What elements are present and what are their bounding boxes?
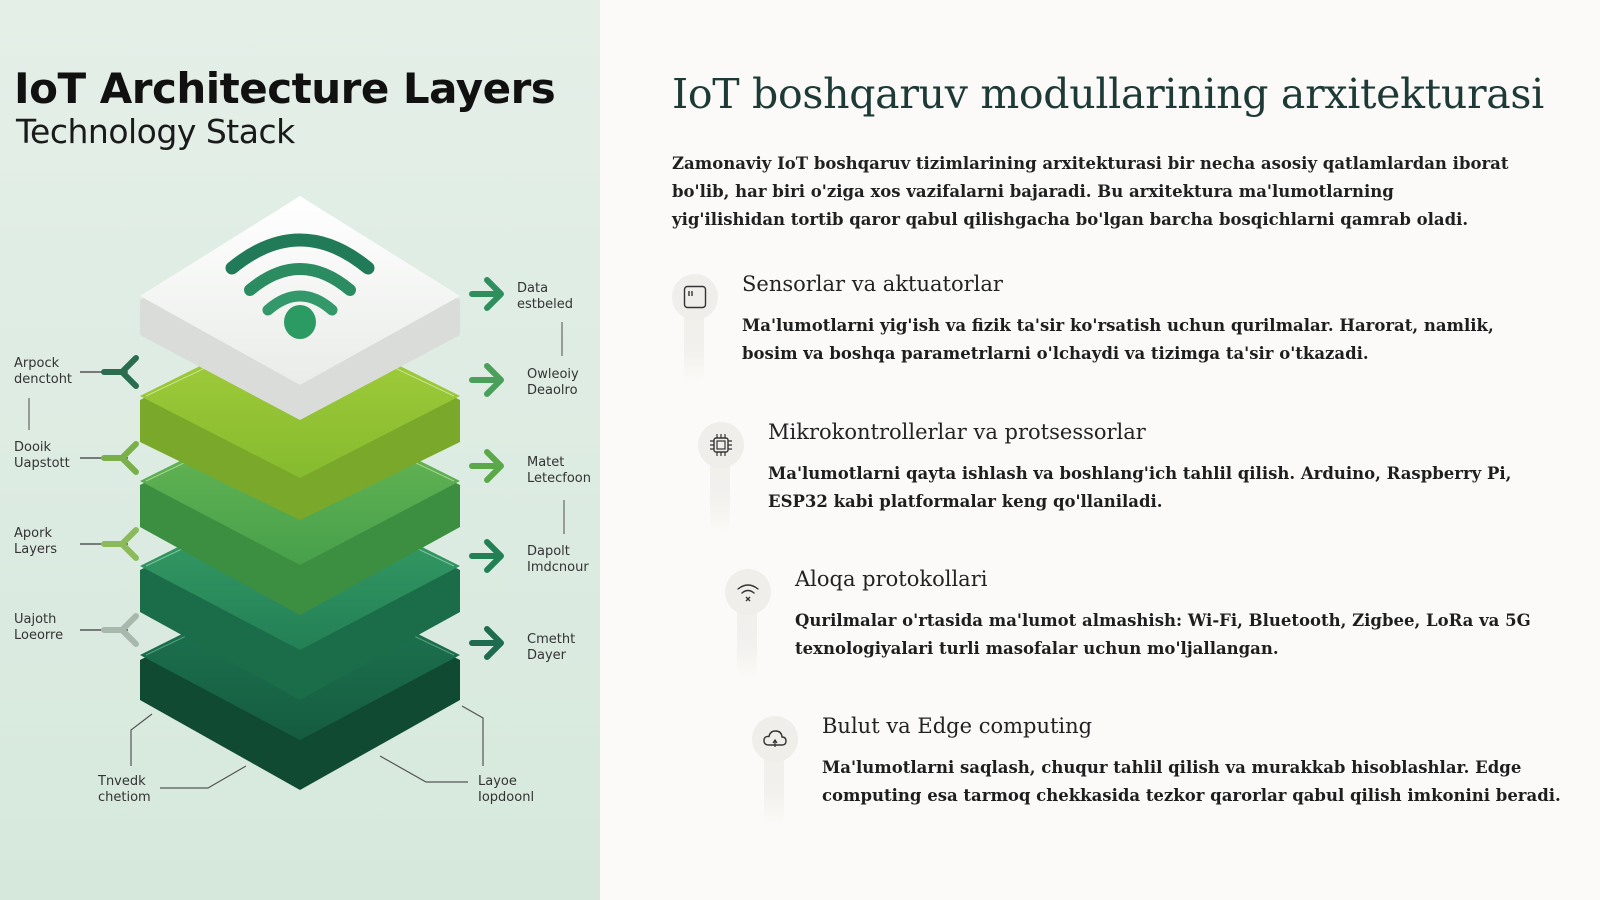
page-title: IoT boshqaruv modullarining arxitekturasi: [672, 70, 1544, 118]
item-heading: Sensorlar va aktuatorlar: [742, 272, 1003, 296]
left-label-3-line-2: Layers: [14, 542, 58, 557]
item-description: Qurilmalar o'rtasida ma'lumot almashish: Wi-Fi, Bluetooth, Zigbee, LoRa va 5G texnologiyalari turli masofalar uchun mo'ljallangan.: [795, 611, 1531, 658]
bottom-right-label-line-1: Layoe: [478, 774, 517, 789]
bottom-left-label-line-2: chetiom: [98, 790, 151, 805]
left-label-4-line-1: Uajoth: [14, 612, 57, 627]
right-label-1-line-2: estbeled: [517, 297, 573, 312]
left-label-3-line-1: Apork: [14, 526, 52, 541]
left-label-1-line-2: denctoht: [14, 372, 73, 387]
item-description: Ma'lumotlarni yig'ish va fizik ta'sir ko'rsatish uchun qurilmalar. Harorat, namlik, bosim va boshqa parametrlarni o'lchaydi va tizimga ta'sir o'tkazadi.: [742, 316, 1494, 363]
item-description: Ma'lumotlarni qayta ishlash va boshlang'ich tahlil qilish. Arduino, Raspberry Pi, ESP32 kabi platformalar keng qo'llaniladi.: [768, 464, 1512, 511]
right-label-3-line-2: Letecfoon: [527, 471, 591, 486]
chip-icon: [698, 422, 744, 468]
right-label-5-line-2: Dayer: [527, 648, 567, 663]
item-heading: Mikrokontrollerlar va protsessorlar: [768, 420, 1146, 444]
wifi-icon: [725, 569, 771, 615]
infographic-title: IoT Architecture Layers: [14, 64, 556, 113]
right-label-5-line-1: Cmetht: [527, 632, 576, 647]
left-label-2-line-1: Dooik: [14, 440, 52, 455]
layer-stack-illustration: [0, 0, 600, 900]
left-arrows: [29, 358, 136, 644]
left-label-1-line-1: Arpock: [14, 356, 60, 371]
content-panel: [600, 0, 1600, 900]
left-label-2-line-2: Uapstott: [14, 456, 70, 471]
sensor-icon: [672, 274, 718, 320]
infographic-subtitle: Technology Stack: [16, 112, 295, 151]
bottom-right-label-line-2: Iopdoonl: [478, 790, 535, 805]
bottom-left-label-line-1: Tnvedk: [98, 774, 146, 789]
right-label-4-line-1: Dapolt: [527, 544, 570, 559]
item-description: Ma'lumotlarni saqlash, chuqur tahlil qilish va murakkab hisoblashlar. Edge computing esa tarmoq chekkasida tezkor qarorlar qabul qilish imkonini beradi.: [822, 758, 1561, 805]
item-heading: Aloqa protokollari: [795, 567, 988, 591]
infographic-panel: [0, 0, 600, 900]
left-label-4-line-2: Loeorre: [14, 628, 64, 643]
right-label-2-line-2: Deaolro: [527, 383, 578, 398]
cloud-icon: [752, 716, 798, 762]
right-label-2-line-1: Owleoiy: [527, 367, 579, 382]
right-label-4-line-2: Imdcnour: [527, 560, 589, 575]
right-label-1-line-1: Data: [517, 281, 549, 296]
item-heading: Bulut va Edge computing: [822, 714, 1093, 738]
intro-paragraph: Zamonaviy IoT boshqaruv tizimlarining arxitekturasi bir necha asosiy qatlamlardan iborat bo'lib, har biri o'ziga xos vazifalarni bajaradi. Bu arxitektura ma'lumotlarning yig'ilishidan tortib qaror qabul qilishgacha bo'lgan barcha bosqichlarni qamrab oladi.: [672, 154, 1509, 229]
right-label-3-line-1: Matet: [527, 455, 565, 470]
